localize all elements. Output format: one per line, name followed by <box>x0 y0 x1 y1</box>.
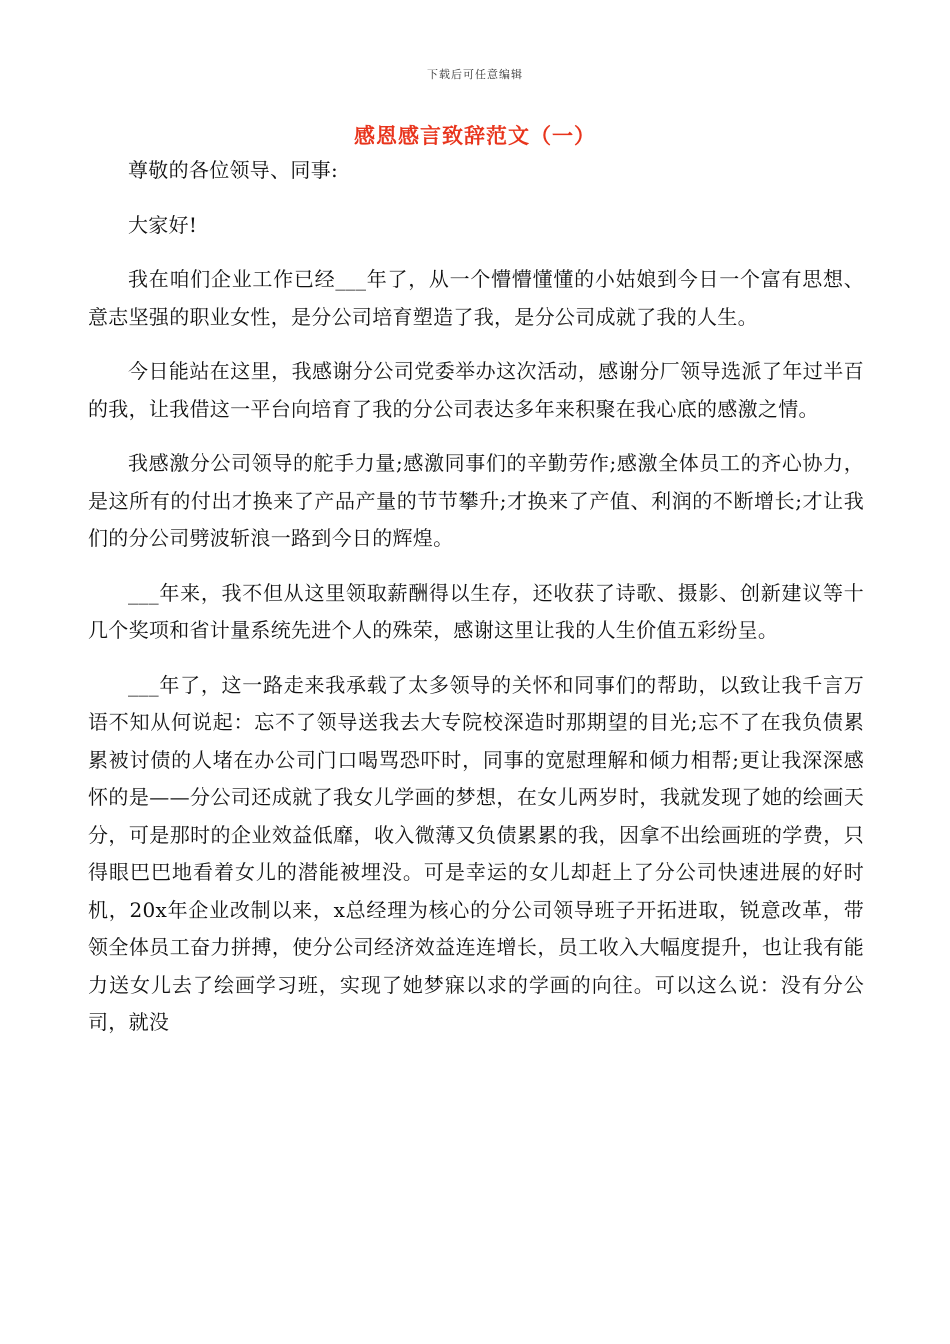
greeting-paragraph: 大家好! <box>128 212 198 237</box>
body-paragraph: 我感激分公司领导的舵手力量;感激同事们的辛勤劳作;感激全体员工的齐心协力，是这所有的付出才换来了产品产量的节节攀升;才换来了产值、利润的不断增长;才让我们的分公司劈波斩浪一路到今日的辉煌。 <box>88 451 864 550</box>
salutation-paragraph: 尊敬的各位领导、同事: <box>128 158 339 182</box>
body-paragraph: 我在咱们企业工作已经___年了，从一个懵懵懂懂的小姑娘到今日一个富有思想、意志坚强的职业女性，是分公司培育塑造了我，是分公司成就了我的人生。 <box>88 267 864 329</box>
document-title: 感恩感言致辞范文（一） <box>354 123 596 148</box>
body-paragraph: ___年了，这一路走来我承载了太多领导的关怀和同事们的帮助，以致让我千言万语不知从何说起：忘不了领导送我去大专院校深造时那期望的目光;忘不了在我负债累累被讨债的人堵在办公司门口喝骂恐吓时，同事的宽慰理解和倾力相帮;更让我深深感怀的是——分公司还成就了我女儿学画的梦想，在女儿两岁时，我就发现了她的绘画天分，可是那时的企业效益低靡，收入微薄又负债累累的我，因拿不出绘画班的学费，只得眼巴巴地看着女儿的潜能被埋没。可是幸运的女儿却赶上了分公司快速进展的好时机，20x年企业改制以来，x总经理为核心的分公司领导班子开拓进取，锐意改革，带领全体员工奋力拼搏，使分公司经济效益连连增长，员工收入大幅度提升，也让我有能力送女儿去了绘画学习班，实现了她梦寐以求的学画的向往。可以这么说：没有分公司，就没 <box>88 672 864 1034</box>
body-paragraph: 今日能站在这里，我感谢分公司党委举办这次活动，感谢分厂领导选派了年过半百的我，让我借这一平台向培育了我的分公司表达多年来积聚在我心底的感激之情。 <box>88 359 864 421</box>
document-body <box>88 152 864 1059</box>
header-note: 下载后可任意编辑 <box>427 68 523 81</box>
body-paragraph: ___年来，我不但从这里领取薪酬得以生存，还收获了诗歌、摄影、创新建议等十几个奖项和省计量系统先进个人的殊荣，感谢这里让我的人生价值五彩纷呈。 <box>88 580 864 642</box>
